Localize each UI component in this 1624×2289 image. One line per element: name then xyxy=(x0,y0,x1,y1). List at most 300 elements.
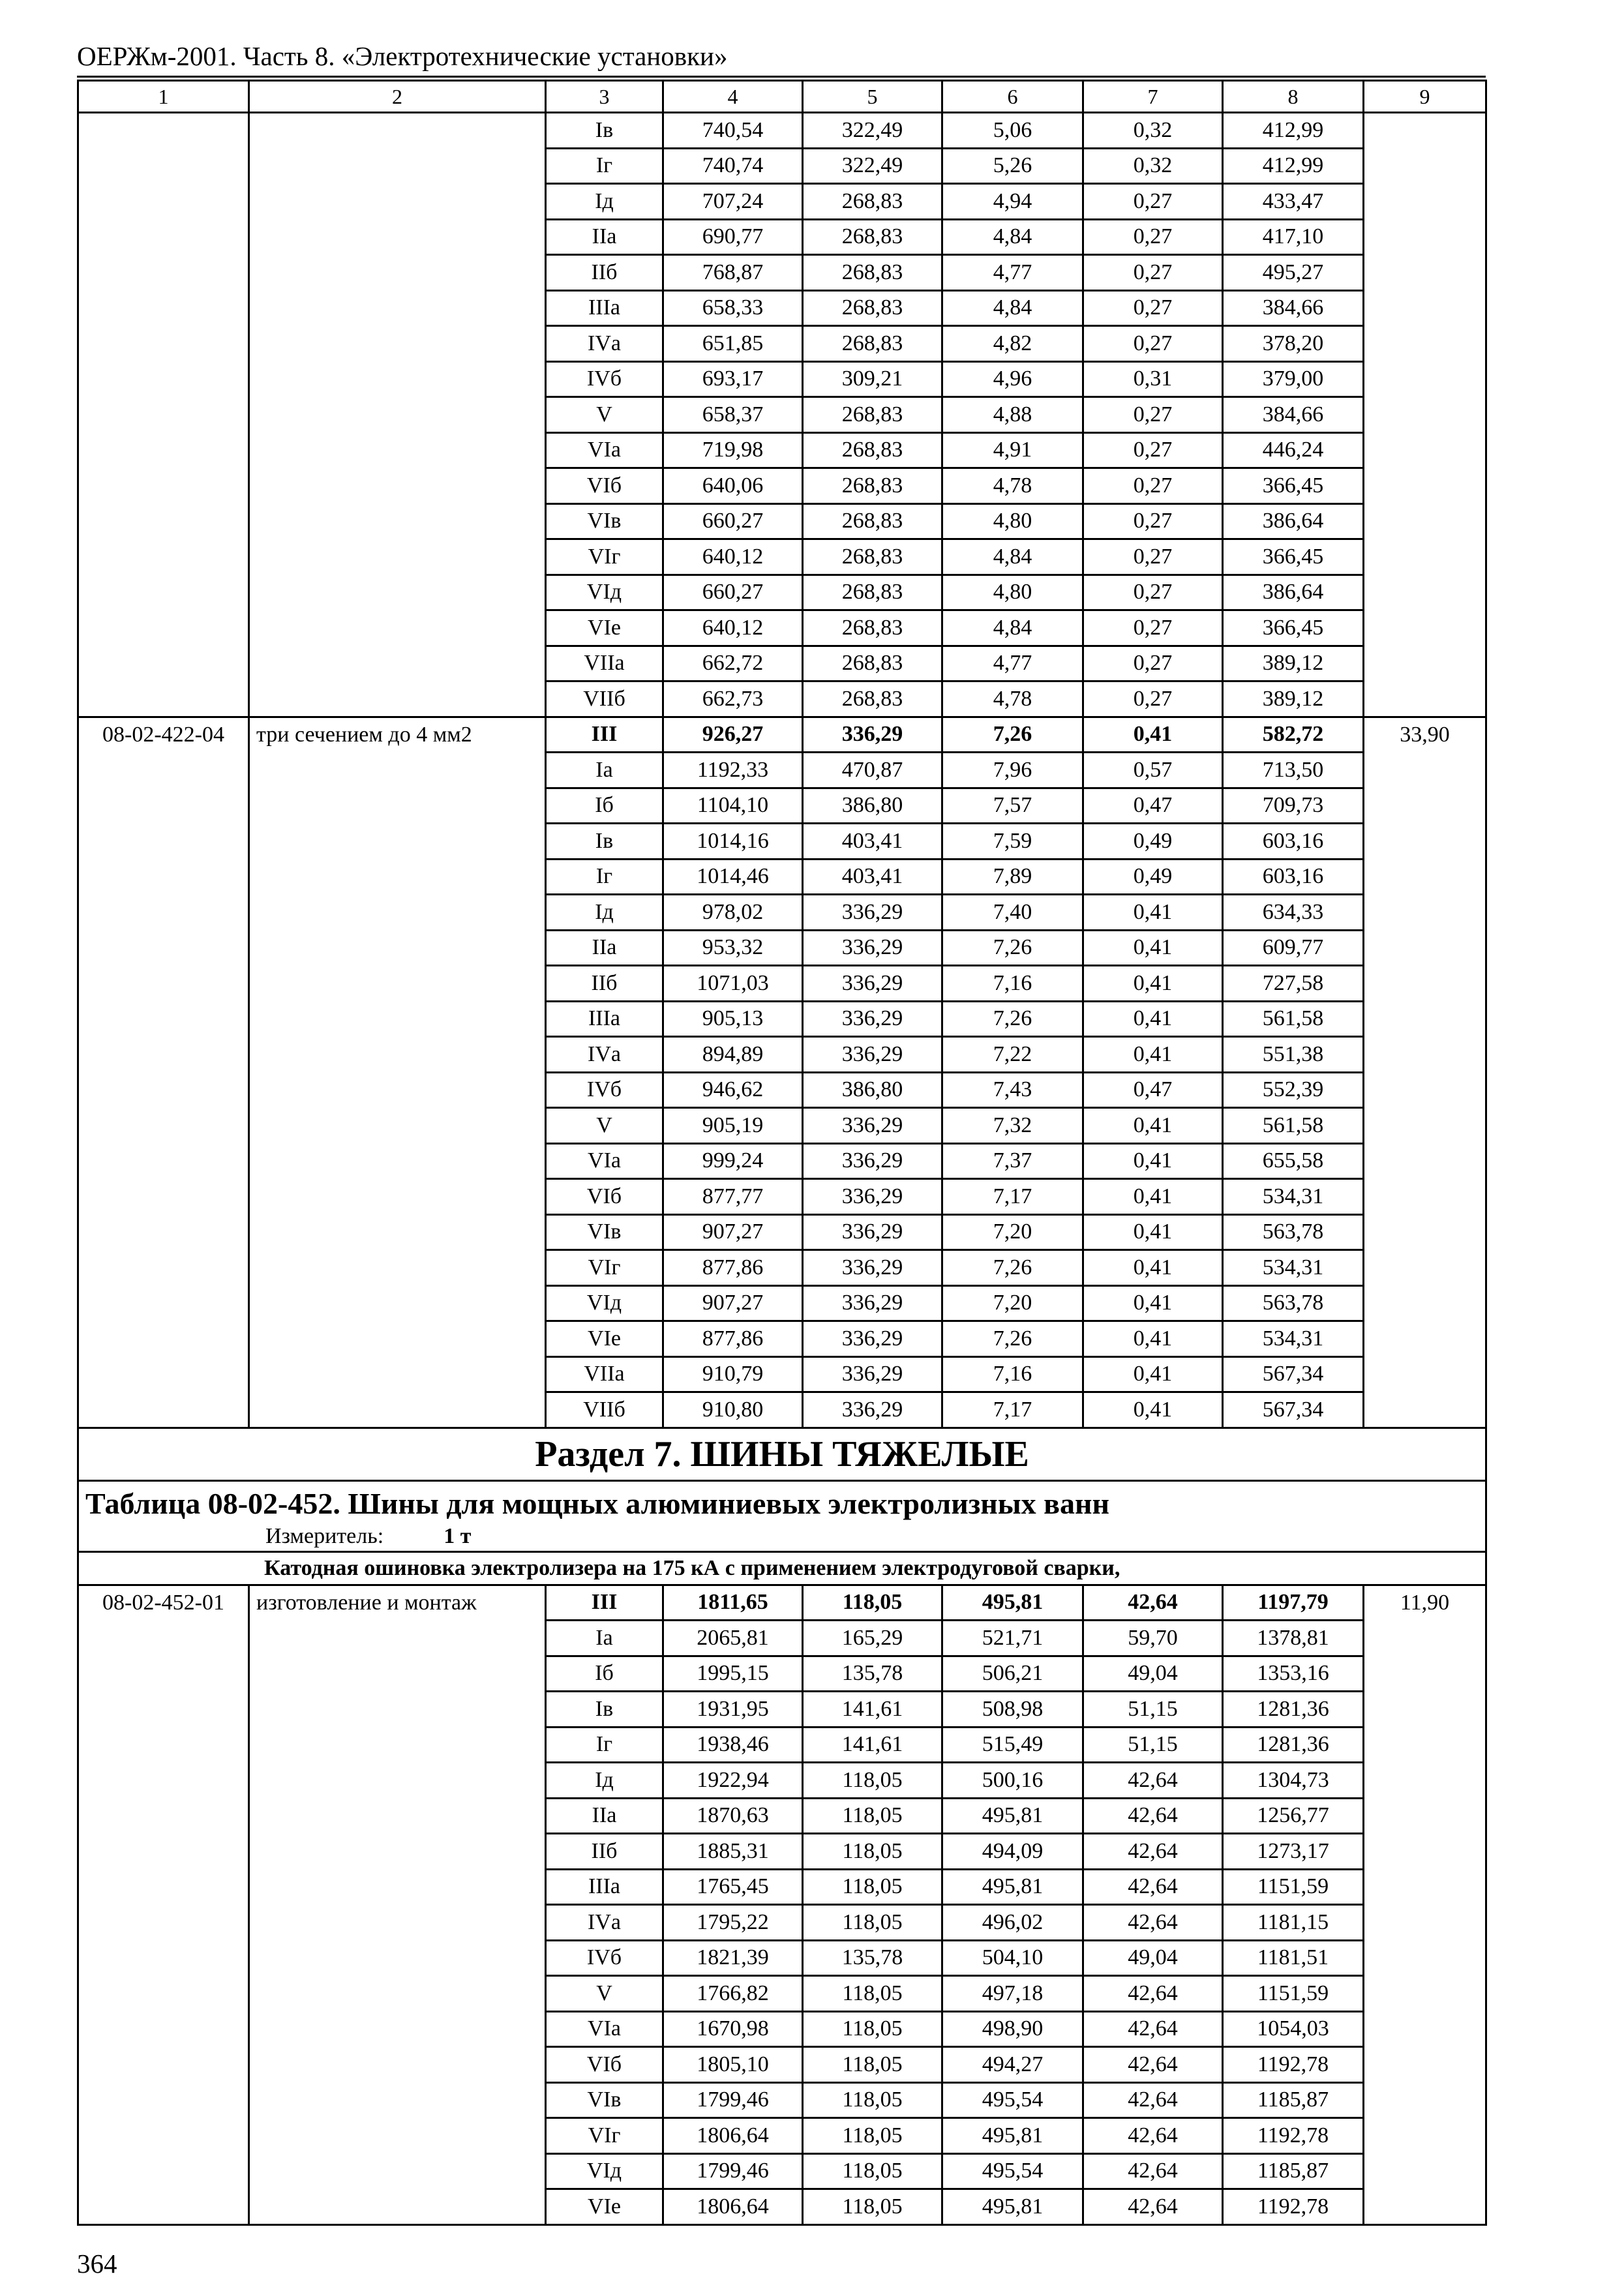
column-number: 7 xyxy=(1083,81,1223,113)
value-cell: 0,27 xyxy=(1083,397,1223,433)
value-cell: 7,16 xyxy=(942,1356,1083,1392)
value-cell: 727,58 xyxy=(1223,966,1364,1002)
value-cell: 497,18 xyxy=(942,1976,1083,2012)
value-cell: 4,84 xyxy=(942,219,1083,255)
value-cell: 7,96 xyxy=(942,753,1083,788)
value-cell: 336,29 xyxy=(803,1356,942,1392)
zone-cell: VIе xyxy=(546,610,663,646)
value-cell: 495,27 xyxy=(1223,255,1364,291)
value-cell: 1256,77 xyxy=(1223,1798,1364,1834)
zone-cell: VIг xyxy=(546,539,663,575)
value-cell: 1192,78 xyxy=(1223,2189,1364,2225)
value-cell: 4,78 xyxy=(942,468,1083,504)
value-cell: 0,41 xyxy=(1083,717,1223,753)
value-cell: 1192,33 xyxy=(663,753,803,788)
zone-cell: Iг xyxy=(546,1727,663,1763)
value-cell: 0,41 xyxy=(1083,930,1223,966)
value-cell: 7,26 xyxy=(942,1250,1083,1286)
value-cell: 496,02 xyxy=(942,1905,1083,1941)
value-cell: 1071,03 xyxy=(663,966,803,1002)
value-cell: 567,34 xyxy=(1223,1392,1364,1428)
zone-cell: IIIа xyxy=(546,290,663,326)
value-cell: 877,77 xyxy=(663,1179,803,1215)
value-cell: 51,15 xyxy=(1083,1692,1223,1728)
value-cell: 378,20 xyxy=(1223,326,1364,362)
value-cell: 1185,87 xyxy=(1223,2082,1364,2118)
value-cell: 403,41 xyxy=(803,859,942,895)
value-cell: 563,78 xyxy=(1223,1214,1364,1250)
value-cell: 494,27 xyxy=(942,2047,1083,2083)
value-cell: 268,83 xyxy=(803,432,942,468)
value-cell: 118,05 xyxy=(803,1976,942,2012)
value-cell: 561,58 xyxy=(1223,1001,1364,1037)
value-cell: 42,64 xyxy=(1083,2047,1223,2083)
value-cell: 268,83 xyxy=(803,503,942,539)
zone-cell: VIIб xyxy=(546,1392,663,1428)
value-cell: 118,05 xyxy=(803,1834,942,1870)
value-cell: 366,45 xyxy=(1223,610,1364,646)
zone-cell: Iд xyxy=(546,895,663,931)
page-number: 364 xyxy=(77,2249,117,2279)
value-cell: 0,41 xyxy=(1083,1392,1223,1428)
zone-cell: VIIб xyxy=(546,681,663,717)
value-cell: 336,29 xyxy=(803,717,942,753)
value-cell: 446,24 xyxy=(1223,432,1364,468)
value-cell: 0,32 xyxy=(1083,148,1223,184)
value-cell: 534,31 xyxy=(1223,1321,1364,1357)
value-cell: 7,59 xyxy=(942,824,1083,860)
value-cell: 135,78 xyxy=(803,1940,942,1976)
zone-cell: Iг xyxy=(546,859,663,895)
value-cell: 268,83 xyxy=(803,575,942,610)
value-cell: 42,64 xyxy=(1083,2153,1223,2189)
value-cell: 894,89 xyxy=(663,1037,803,1073)
value-cell: 7,40 xyxy=(942,895,1083,931)
value-cell: 651,85 xyxy=(663,326,803,362)
zone-cell: VIIа xyxy=(546,1356,663,1392)
value-cell: 495,81 xyxy=(942,1585,1083,1621)
value-cell: 910,80 xyxy=(663,1392,803,1428)
value-cell: 42,64 xyxy=(1083,2189,1223,2225)
value-cell: 118,05 xyxy=(803,1585,942,1621)
section-row xyxy=(78,1428,1486,1480)
value-cell: 768,87 xyxy=(663,255,803,291)
table-subtitle: Катодная ошиновка электролизера на 175 кА с применением электродуговой сварки, xyxy=(78,1551,1486,1585)
value-cell: 978,02 xyxy=(663,895,803,931)
zone-cell: VIд xyxy=(546,1285,663,1321)
section-title: Раздел 7. ШИНЫ ТЯЖЕЛЫЕ xyxy=(78,1428,1486,1480)
header-title: ОЕРЖм-2001. Часть 8. «Электротехнические установки» xyxy=(77,41,728,71)
value-cell: 42,64 xyxy=(1083,1585,1223,1621)
value-cell: 506,21 xyxy=(942,1656,1083,1692)
value-cell: 268,83 xyxy=(803,397,942,433)
value-cell: 7,32 xyxy=(942,1108,1083,1144)
value-cell: 4,94 xyxy=(942,184,1083,220)
value-cell: 4,78 xyxy=(942,681,1083,717)
value-cell: 384,66 xyxy=(1223,397,1364,433)
zone-cell: IVб xyxy=(546,1940,663,1976)
value-cell: 500,16 xyxy=(942,1763,1083,1799)
value-cell: 1181,51 xyxy=(1223,1940,1364,1976)
value-cell: 7,89 xyxy=(942,859,1083,895)
value-cell: 386,80 xyxy=(803,1072,942,1108)
zone-cell: IIIа xyxy=(546,1001,663,1037)
zone-cell: IIа xyxy=(546,930,663,966)
rate-code: 08-02-422-04 xyxy=(78,717,249,1428)
value-cell: 42,64 xyxy=(1083,2011,1223,2047)
value-cell: 0,41 xyxy=(1083,966,1223,1002)
value-cell: 498,90 xyxy=(942,2011,1083,2047)
value-cell: 534,31 xyxy=(1223,1179,1364,1215)
zone-cell: IVа xyxy=(546,1037,663,1073)
value-cell: 693,17 xyxy=(663,361,803,397)
value-cell: 713,50 xyxy=(1223,753,1364,788)
value-cell: 1192,78 xyxy=(1223,2047,1364,2083)
column-number: 4 xyxy=(663,81,803,113)
zone-cell: VIе xyxy=(546,1321,663,1357)
value-cell: 603,16 xyxy=(1223,824,1364,860)
value-cell: 42,64 xyxy=(1083,1834,1223,1870)
value-cell: 907,27 xyxy=(663,1214,803,1250)
value-cell: 1054,03 xyxy=(1223,2011,1364,2047)
zone-cell: Iд xyxy=(546,1763,663,1799)
column-number: 9 xyxy=(1364,81,1486,113)
value-cell: 0,57 xyxy=(1083,753,1223,788)
value-cell: 494,09 xyxy=(942,1834,1083,1870)
value-cell: 609,77 xyxy=(1223,930,1364,966)
value-cell: 2065,81 xyxy=(663,1621,803,1656)
value-cell: 658,37 xyxy=(663,397,803,433)
zone-cell: VIв xyxy=(546,2082,663,2118)
table-row xyxy=(78,113,1486,149)
zone-cell: Iг xyxy=(546,148,663,184)
zone-cell: VIIа xyxy=(546,646,663,681)
value-cell: 0,41 xyxy=(1083,1356,1223,1392)
value-cell: 386,64 xyxy=(1223,503,1364,539)
value-cell: 141,61 xyxy=(803,1727,942,1763)
value-cell: 907,27 xyxy=(663,1285,803,1321)
value-cell: 999,24 xyxy=(663,1143,803,1179)
value-cell: 309,21 xyxy=(803,361,942,397)
value-cell: 403,41 xyxy=(803,824,942,860)
value-cell: 655,58 xyxy=(1223,1143,1364,1179)
value-cell: 412,99 xyxy=(1223,113,1364,149)
value-cell: 0,47 xyxy=(1083,1072,1223,1108)
zone-cell: VIв xyxy=(546,503,663,539)
value-cell: 141,61 xyxy=(803,1692,942,1728)
zone-cell: Iа xyxy=(546,1621,663,1656)
value-cell: 515,49 xyxy=(942,1727,1083,1763)
zone-cell: IVа xyxy=(546,1905,663,1941)
zone-cell: IVб xyxy=(546,1072,663,1108)
measure xyxy=(85,1522,1479,1551)
value-cell: 118,05 xyxy=(803,2118,942,2154)
zone-cell: III xyxy=(546,717,663,753)
value-cell: 268,83 xyxy=(803,539,942,575)
value-cell: 690,77 xyxy=(663,219,803,255)
value-cell: 1805,10 xyxy=(663,2047,803,2083)
value-cell: 0,27 xyxy=(1083,326,1223,362)
value-cell: 660,27 xyxy=(663,575,803,610)
value-cell: 42,64 xyxy=(1083,1905,1223,1941)
value-cell: 1185,87 xyxy=(1223,2153,1364,2189)
value-cell: 118,05 xyxy=(803,1798,942,1834)
zone-cell: Iв xyxy=(546,113,663,149)
value-cell: 1670,98 xyxy=(663,2011,803,2047)
value-cell: 521,71 xyxy=(942,1621,1083,1656)
value-cell: 1821,39 xyxy=(663,1940,803,1976)
rate-code: 08-02-452-01 xyxy=(78,1585,249,2224)
value-cell: 0,49 xyxy=(1083,859,1223,895)
zone-cell: IIа xyxy=(546,1798,663,1834)
value-cell: 4,88 xyxy=(942,397,1083,433)
value-cell: 508,98 xyxy=(942,1692,1083,1728)
value-cell: 7,43 xyxy=(942,1072,1083,1108)
value-cell: 118,05 xyxy=(803,1905,942,1941)
zone-cell: IIIа xyxy=(546,1869,663,1905)
zone-cell: VIб xyxy=(546,468,663,504)
value-cell: 0,27 xyxy=(1083,539,1223,575)
column-number: 2 xyxy=(249,81,546,113)
value-cell: 42,64 xyxy=(1083,1763,1223,1799)
value-cell: 1273,17 xyxy=(1223,1834,1364,1870)
value-cell: 719,98 xyxy=(663,432,803,468)
column-number: 5 xyxy=(803,81,942,113)
zone-cell: IIб xyxy=(546,1834,663,1870)
value-cell: 268,83 xyxy=(803,646,942,681)
zone-cell: III xyxy=(546,1585,663,1621)
value-cell: 0,41 xyxy=(1083,1214,1223,1250)
value-cell: 386,64 xyxy=(1223,575,1364,610)
value-cell: 42,64 xyxy=(1083,1869,1223,1905)
value-cell: 268,83 xyxy=(803,326,942,362)
zone-cell: IVб xyxy=(546,361,663,397)
table-title: Таблица 08-02-452. Шины для мощных алюминиевых электролизных ванн xyxy=(85,1486,1109,1520)
value-cell: 1806,64 xyxy=(663,2189,803,2225)
value-cell: 336,29 xyxy=(803,1037,942,1073)
zone-cell: VIв xyxy=(546,1214,663,1250)
value-cell: 0,27 xyxy=(1083,290,1223,326)
value-cell: 563,78 xyxy=(1223,1285,1364,1321)
value-cell: 42,64 xyxy=(1083,2118,1223,2154)
value-cell: 740,74 xyxy=(663,148,803,184)
zone-cell: VIд xyxy=(546,2153,663,2189)
value-cell: 0,32 xyxy=(1083,113,1223,149)
zone-cell: V xyxy=(546,1108,663,1144)
value-cell: 1151,59 xyxy=(1223,1976,1364,2012)
zone-cell: VIб xyxy=(546,2047,663,2083)
value-cell: 322,49 xyxy=(803,148,942,184)
zone-cell: V xyxy=(546,1976,663,2012)
value-cell: 0,41 xyxy=(1083,1250,1223,1286)
value-cell: 0,49 xyxy=(1083,824,1223,860)
value-cell: 0,27 xyxy=(1083,681,1223,717)
value-cell: 7,20 xyxy=(942,1285,1083,1321)
value-cell: 0,47 xyxy=(1083,788,1223,824)
value-cell: 7,26 xyxy=(942,1001,1083,1037)
value-cell: 336,29 xyxy=(803,895,942,931)
price-table xyxy=(77,80,1487,2226)
value-cell: 49,04 xyxy=(1083,1656,1223,1692)
zone-cell: VIб xyxy=(546,1179,663,1215)
zone-cell: Iд xyxy=(546,184,663,220)
value-cell: 389,12 xyxy=(1223,646,1364,681)
value-cell: 658,33 xyxy=(663,290,803,326)
value-cell: 634,33 xyxy=(1223,895,1364,931)
zone-cell: Iв xyxy=(546,1692,663,1728)
value-cell: 336,29 xyxy=(803,1143,942,1179)
zone-cell: VIг xyxy=(546,2118,663,2154)
value-cell: 336,29 xyxy=(803,1250,942,1286)
value-cell: 336,29 xyxy=(803,930,942,966)
value-cell: 4,80 xyxy=(942,503,1083,539)
value-cell: 49,04 xyxy=(1083,1940,1223,1976)
value-cell: 0,27 xyxy=(1083,432,1223,468)
value-cell: 0,41 xyxy=(1083,895,1223,931)
value-cell: 1151,59 xyxy=(1223,1869,1364,1905)
labor-cost: 11,90 xyxy=(1364,1585,1486,2224)
table-title-cell xyxy=(78,1480,1486,1551)
value-cell: 1938,46 xyxy=(663,1727,803,1763)
value-cell: 379,00 xyxy=(1223,361,1364,397)
column-number: 8 xyxy=(1223,81,1364,113)
value-cell: 7,22 xyxy=(942,1037,1083,1073)
value-cell: 268,83 xyxy=(803,468,942,504)
value-cell: 1104,10 xyxy=(663,788,803,824)
work-name: три сечением до 4 мм2 xyxy=(249,717,546,1428)
value-cell: 1931,95 xyxy=(663,1692,803,1728)
value-cell: 0,41 xyxy=(1083,1143,1223,1179)
value-cell: 336,29 xyxy=(803,1214,942,1250)
value-cell: 582,72 xyxy=(1223,717,1364,753)
value-cell: 953,32 xyxy=(663,930,803,966)
value-cell: 0,27 xyxy=(1083,610,1223,646)
table-body xyxy=(78,81,1486,2225)
zone-cell: VIа xyxy=(546,432,663,468)
value-cell: 412,99 xyxy=(1223,148,1364,184)
value-cell: 1353,16 xyxy=(1223,1656,1364,1692)
value-cell: 495,81 xyxy=(942,1798,1083,1834)
value-cell: 4,96 xyxy=(942,361,1083,397)
column-number: 3 xyxy=(546,81,663,113)
value-cell: 118,05 xyxy=(803,2189,942,2225)
value-cell: 495,81 xyxy=(942,2118,1083,2154)
value-cell: 0,31 xyxy=(1083,361,1223,397)
value-cell: 709,73 xyxy=(1223,788,1364,824)
value-cell: 0,41 xyxy=(1083,1001,1223,1037)
value-cell: 336,29 xyxy=(803,966,942,1002)
value-cell: 495,54 xyxy=(942,2153,1083,2189)
value-cell: 640,12 xyxy=(663,539,803,575)
value-cell: 0,27 xyxy=(1083,646,1223,681)
value-cell: 7,26 xyxy=(942,717,1083,753)
value-cell: 1192,78 xyxy=(1223,2118,1364,2154)
column-number: 1 xyxy=(78,81,249,113)
value-cell: 0,27 xyxy=(1083,184,1223,220)
value-cell: 42,64 xyxy=(1083,1798,1223,1834)
value-cell: 905,13 xyxy=(663,1001,803,1037)
zone-cell: VIа xyxy=(546,1143,663,1179)
value-cell: 0,27 xyxy=(1083,255,1223,291)
value-cell: 877,86 xyxy=(663,1250,803,1286)
value-cell: 0,27 xyxy=(1083,468,1223,504)
value-cell: 322,49 xyxy=(803,113,942,149)
value-cell: 1014,16 xyxy=(663,824,803,860)
column-number: 6 xyxy=(942,81,1083,113)
value-cell: 495,81 xyxy=(942,1869,1083,1905)
value-cell: 336,29 xyxy=(803,1321,942,1357)
value-cell: 603,16 xyxy=(1223,859,1364,895)
value-cell: 1799,46 xyxy=(663,2153,803,2189)
zone-cell: IIб xyxy=(546,966,663,1002)
value-cell: 1811,65 xyxy=(663,1585,803,1621)
value-cell: 1795,22 xyxy=(663,1905,803,1941)
value-cell: 336,29 xyxy=(803,1001,942,1037)
zone-cell: Iа xyxy=(546,753,663,788)
value-cell: 0,41 xyxy=(1083,1321,1223,1357)
value-cell: 7,26 xyxy=(942,930,1083,966)
measure-value: 1 т xyxy=(444,1523,472,1548)
labor-cost: 33,90 xyxy=(1364,717,1486,1428)
value-cell: 0,27 xyxy=(1083,503,1223,539)
value-cell: 4,84 xyxy=(942,610,1083,646)
value-cell: 417,10 xyxy=(1223,219,1364,255)
value-cell: 4,84 xyxy=(942,539,1083,575)
value-cell: 910,79 xyxy=(663,1356,803,1392)
value-cell: 551,38 xyxy=(1223,1037,1364,1073)
value-cell: 5,06 xyxy=(942,113,1083,149)
value-cell: 707,24 xyxy=(663,184,803,220)
value-cell: 4,77 xyxy=(942,646,1083,681)
value-cell: 926,27 xyxy=(663,717,803,753)
value-cell: 1378,81 xyxy=(1223,1621,1364,1656)
measure-label: Измеритель: xyxy=(265,1523,384,1548)
value-cell: 118,05 xyxy=(803,1869,942,1905)
value-cell: 740,54 xyxy=(663,113,803,149)
value-cell: 118,05 xyxy=(803,1763,942,1799)
value-cell: 5,26 xyxy=(942,148,1083,184)
rate-code xyxy=(78,113,249,717)
value-cell: 534,31 xyxy=(1223,1250,1364,1286)
value-cell: 118,05 xyxy=(803,2047,942,2083)
value-cell: 495,54 xyxy=(942,2082,1083,2118)
table-title-row xyxy=(78,1480,1486,1551)
value-cell: 552,39 xyxy=(1223,1072,1364,1108)
value-cell: 42,64 xyxy=(1083,1976,1223,2012)
value-cell: 386,80 xyxy=(803,788,942,824)
value-cell: 1181,15 xyxy=(1223,1905,1364,1941)
value-cell: 470,87 xyxy=(803,753,942,788)
value-cell: 4,84 xyxy=(942,290,1083,326)
value-cell: 567,34 xyxy=(1223,1356,1364,1392)
table-row xyxy=(78,717,1486,753)
zone-cell: VIг xyxy=(546,1250,663,1286)
value-cell: 662,72 xyxy=(663,646,803,681)
value-cell: 1799,46 xyxy=(663,2082,803,2118)
value-cell: 1014,46 xyxy=(663,859,803,895)
value-cell: 268,83 xyxy=(803,610,942,646)
subtitle-row xyxy=(78,1551,1486,1585)
value-cell: 7,16 xyxy=(942,966,1083,1002)
value-cell: 366,45 xyxy=(1223,468,1364,504)
value-cell: 268,83 xyxy=(803,184,942,220)
value-cell: 59,70 xyxy=(1083,1621,1223,1656)
zone-cell: V xyxy=(546,397,663,433)
table-row xyxy=(78,1585,1486,1621)
value-cell: 1304,73 xyxy=(1223,1763,1364,1799)
value-cell: 135,78 xyxy=(803,1656,942,1692)
value-cell: 0,41 xyxy=(1083,1285,1223,1321)
